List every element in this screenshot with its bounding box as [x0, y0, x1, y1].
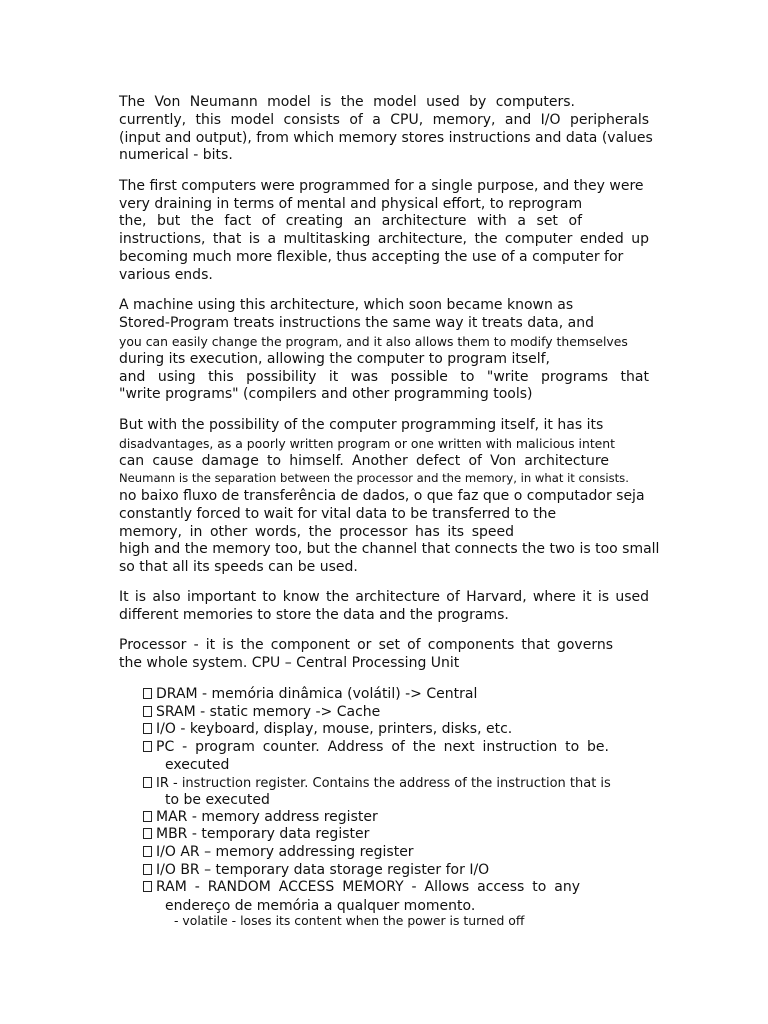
list-item-text: IR - instruction register. Contains the address of the instruction that is — [156, 776, 611, 791]
text-line: you can easily change the program, and it also allows them to modify themselves — [119, 334, 628, 349]
list-item — [143, 862, 489, 879]
text-line: "write programs" (compilers and other programming tools) — [119, 386, 533, 402]
list-item — [143, 809, 378, 826]
text-line: The first computers were programmed for a single purpose, and they were — [119, 178, 644, 194]
missing-glyph-box-icon — [143, 723, 152, 734]
list-item-text: I/O - keyboard, display, mouse, printers, disks, etc. — [156, 721, 513, 737]
missing-glyph-box-icon — [143, 846, 152, 857]
text-line: memory, in other words, the processor has its speed — [119, 524, 514, 540]
list-item — [143, 704, 380, 721]
list-item-text: SRAM - static memory -> Cache — [156, 704, 381, 720]
text-line: no baixo fluxo de transferência de dados, o que faz que o computador seja — [119, 488, 645, 504]
text-line: A machine using this architecture, which soon became known as — [119, 297, 574, 313]
list-item-text: MBR - temporary data register — [156, 826, 370, 842]
list-item — [143, 844, 414, 861]
list-item — [143, 826, 369, 843]
text-line: becoming much more flexible, thus accepting the use of a computer for — [119, 249, 624, 265]
list-item — [143, 775, 611, 792]
list-item-text: I/O AR – memory addressing register — [156, 844, 414, 860]
text-line: It is also important to know the architecture of Harvard, where it is used — [119, 589, 649, 605]
text-line: numerical - bits. — [119, 147, 233, 163]
list-item-text: I/O BR – temporary data storage register for I/O — [156, 862, 490, 878]
list-item-subnote: - volatile - loses its content when the power is turned off — [174, 913, 525, 928]
list-item-continuation: to be executed — [165, 792, 270, 808]
missing-glyph-box-icon — [143, 828, 152, 839]
text-line: disadvantages, as a poorly written program or one written with malicious intent — [119, 436, 616, 451]
missing-glyph-box-icon — [143, 864, 152, 875]
missing-glyph-box-icon — [143, 811, 152, 822]
text-line: currently, this model consists of a CPU, memory, and I/O peripherals — [119, 112, 649, 128]
missing-glyph-box-icon — [143, 688, 152, 699]
missing-glyph-box-icon — [143, 706, 152, 717]
text-line: the whole system. CPU – Central Processing Unit — [119, 655, 460, 671]
text-line: But with the possibility of the computer programming itself, it has its — [119, 417, 604, 433]
text-line: different memories to store the data and the programs. — [119, 607, 509, 623]
text-line: (input and output), from which memory stores instructions and data (values — [119, 130, 653, 146]
list-item-text: MAR - memory address register — [156, 809, 378, 825]
list-item-continuation: endereço de memória a qualquer momento. — [165, 898, 476, 914]
text-line: and using this possibility it was possible to "write programs that — [119, 369, 649, 385]
text-line: The Von Neumann model is the model used by computers. — [119, 94, 575, 110]
list-item — [143, 686, 477, 703]
text-line: high and the memory too, but the channel that connects the two is too small — [119, 541, 660, 557]
list-item — [143, 739, 609, 756]
list-item-text: DRAM - memória dinâmica (volátil) -> Central — [156, 686, 478, 702]
text-line: various ends. — [119, 267, 213, 283]
list-item — [143, 721, 512, 738]
text-line: Neumann is the separation between the processor and the memory, in what it consists. — [119, 471, 629, 485]
text-line: the, but the fact of creating an architecture with a set of — [119, 213, 582, 229]
list-item — [143, 879, 580, 896]
missing-glyph-box-icon — [143, 777, 152, 788]
text-line: instructions, that is a multitasking architecture, the computer ended up — [119, 231, 649, 247]
text-line: very draining in terms of mental and physical effort, to reprogram — [119, 196, 583, 212]
text-line: can cause damage to himself. Another defect of Von architecture — [119, 453, 609, 469]
list-item-text: PC - program counter. Address of the next instruction to be. — [156, 739, 609, 755]
text-line: so that all its speeds can be used. — [119, 559, 358, 575]
text-line: Processor - it is the component or set of components that governs — [119, 637, 613, 653]
text-line: during its execution, allowing the computer to program itself, — [119, 351, 550, 367]
text-line: Stored-Program treats instructions the same way it treats data, and — [119, 315, 594, 331]
text-line: constantly forced to wait for vital data to be transferred to the — [119, 506, 557, 522]
missing-glyph-box-icon — [143, 741, 152, 752]
missing-glyph-box-icon — [143, 881, 152, 892]
list-item-text: RAM - RANDOM ACCESS MEMORY - Allows access to any — [156, 879, 580, 895]
list-item-continuation: executed — [165, 757, 230, 773]
